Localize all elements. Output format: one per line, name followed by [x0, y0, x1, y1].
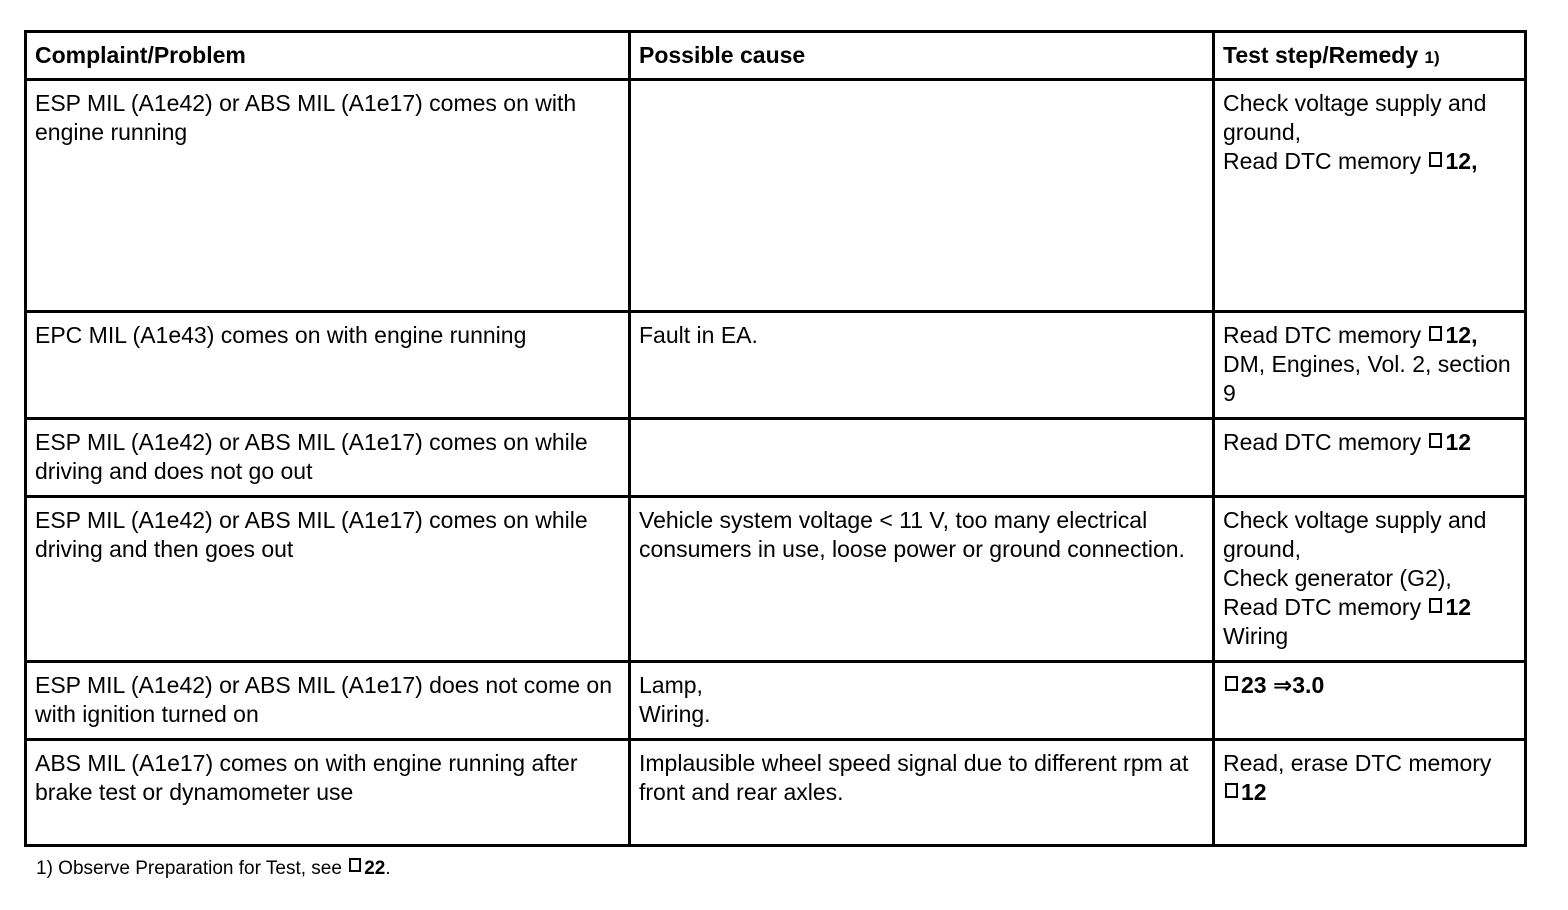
complaint-cell: ESP MIL (A1e42) or ABS MIL (A1e17) comes on while driving and does not go out — [26, 419, 630, 497]
cause-cell: Lamp, Wiring. — [630, 662, 1214, 740]
remedy-cell: Check voltage supply and ground, Check generator (G2), Read DTC memory 12 Wiring — [1214, 497, 1526, 662]
cause-cell — [630, 80, 1214, 312]
page-ref-icon — [1225, 783, 1238, 798]
section-reference[interactable]: 3.0 — [1292, 672, 1325, 698]
page-reference[interactable]: 12, — [1427, 322, 1477, 348]
cause-cell: Implausible wheel speed signal due to different rpm at front and rear axles. — [630, 740, 1214, 846]
table-row — [26, 419, 1526, 497]
page-reference[interactable]: 23 — [1223, 672, 1267, 698]
table-row — [26, 80, 1526, 312]
diagnosis-table — [24, 30, 1527, 847]
cause-cell — [630, 419, 1214, 497]
page-ref-icon — [1429, 598, 1442, 613]
remedy-cell: Read DTC memory 12, DM, Engines, Vol. 2, section 9 — [1214, 312, 1526, 419]
cause-cell: Fault in EA. — [630, 312, 1214, 419]
remedy-cell: Check voltage supply and ground, Read DTC memory 12, — [1214, 80, 1526, 312]
remedy-cell: Read DTC memory 12 — [1214, 419, 1526, 497]
footnote: 1) Observe Preparation for Test, see 22. — [36, 858, 391, 879]
page-ref-icon — [1429, 433, 1442, 448]
table-row — [26, 740, 1526, 846]
table-row — [26, 662, 1526, 740]
page-ref-icon — [1225, 676, 1238, 691]
page-reference[interactable]: 22 — [347, 858, 385, 879]
complaint-cell: ESP MIL (A1e42) or ABS MIL (A1e17) comes on with engine running — [26, 80, 630, 312]
page-ref-icon — [1429, 326, 1442, 341]
remedy-cell — [1214, 662, 1526, 740]
page-reference[interactable]: 12 — [1223, 779, 1267, 805]
complaint-cell: EPC MIL (A1e43) comes on with engine running — [26, 312, 630, 419]
footnote-mark: 1) — [1424, 48, 1440, 67]
table-row — [26, 497, 1526, 662]
complaint-cell: ESP MIL (A1e42) or ABS MIL (A1e17) does not come on with ignition turned on — [26, 662, 630, 740]
diagnosis-table-container — [24, 30, 1524, 847]
header-complaint: Complaint/Problem — [26, 32, 630, 80]
page-ref-icon — [349, 858, 361, 872]
page-reference[interactable]: 12 — [1427, 594, 1471, 620]
header-remedy: Test step/Remedy 1) — [1214, 32, 1526, 80]
page-reference[interactable]: 12, — [1427, 148, 1477, 174]
right-double-arrow-icon: ⇒ — [1272, 672, 1293, 698]
complaint-cell: ESP MIL (A1e42) or ABS MIL (A1e17) comes on while driving and then goes out — [26, 497, 630, 662]
complaint-cell: ABS MIL (A1e17) comes on with engine running after brake test or dynamometer use — [26, 740, 630, 846]
page-ref-icon — [1429, 152, 1442, 167]
table-row — [26, 312, 1526, 419]
table-header-row — [26, 32, 1526, 80]
header-cause: Possible cause — [630, 32, 1214, 80]
page-reference[interactable]: 12 — [1427, 429, 1471, 455]
remedy-cell: Read, erase DTC memory 12 — [1214, 740, 1526, 846]
cause-cell: Vehicle system voltage < 11 V, too many electrical consumers in use, loose power or ground connection. — [630, 497, 1214, 662]
